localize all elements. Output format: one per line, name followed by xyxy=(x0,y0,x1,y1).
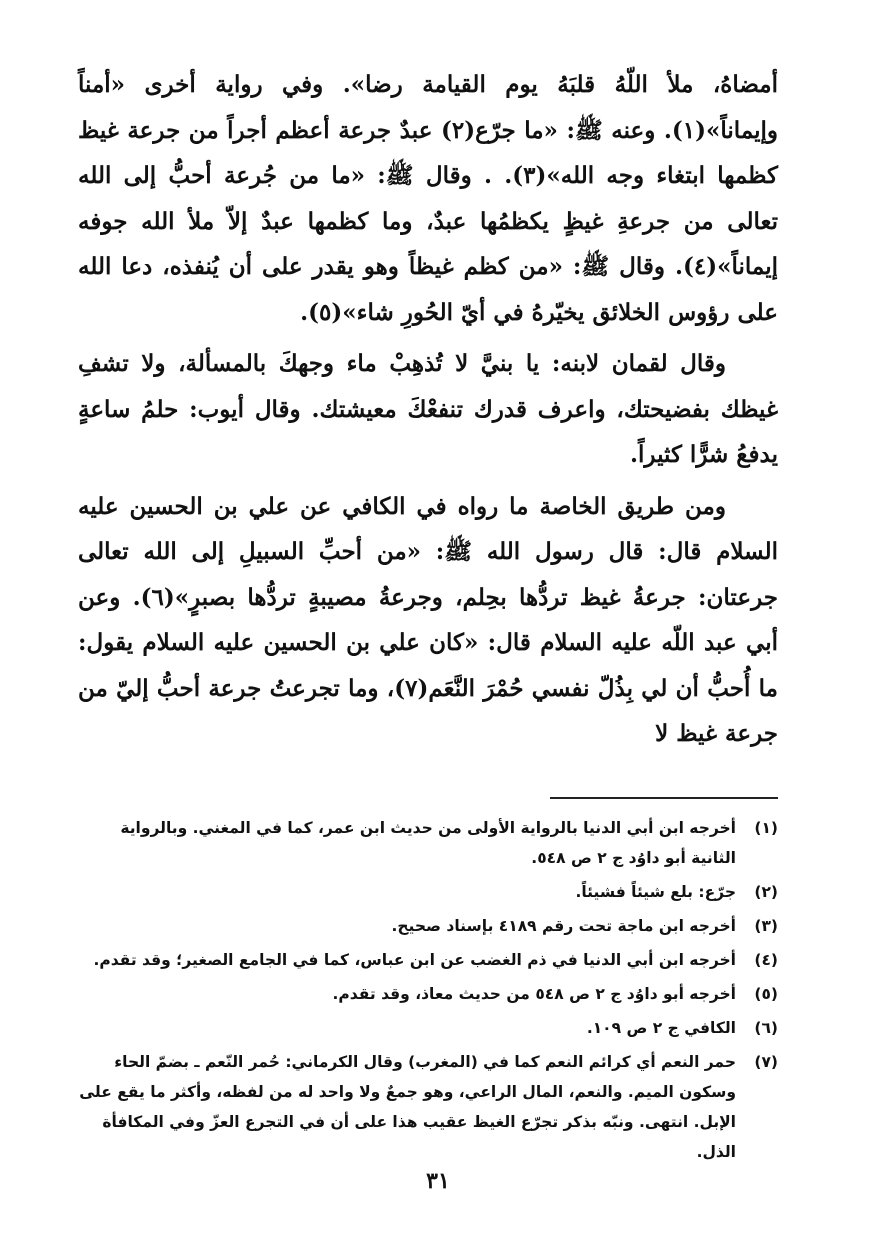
footnote-number: (١) xyxy=(754,818,778,837)
footnote-text: الكافي ج ٢ ص ١٠٩. xyxy=(586,1018,736,1037)
footnote-number: (٦) xyxy=(754,1018,778,1037)
footnote-number: (٥) xyxy=(754,984,778,1003)
footnote-number: (٣) xyxy=(754,916,778,935)
footnote-text: جرّع: بلع شيئاً فشيئاً. xyxy=(575,882,736,901)
footnote-7 xyxy=(78,1047,778,1167)
footnote-text: أخرجه أبو داوُد ج ٢ ص ٥٤٨ من حديث معاذ، وقد تقدم. xyxy=(332,984,736,1003)
footnote-text: أخرجه ابن أبي الدنيا بالرواية الأولى من حديث ابن عمر، كما في المغني. وبالرواية الثانية أبو داوُد ج ٢ ص ٥٤٨. xyxy=(120,818,736,867)
footnote-text: حمر النعم أي كرائم النعم كما في (المغرب) وقال الكرماني: حُمر النّعم ـ بضمّ الحاء وسكون الميم. والنعم، المال الراعي، وهو جمعٌ ولا واحد له من لفظه، وأكثر ما يقع على الإبل. انتهى. ونبّه بذكر تجرّع الغيظ عقيب هذا على أن في التجرع العزّ وفي المكافأة الذل. xyxy=(79,1052,736,1161)
footnote-6 xyxy=(78,1013,778,1043)
footnote-5 xyxy=(78,979,778,1009)
footnote-1 xyxy=(78,813,778,873)
footnote-divider xyxy=(550,797,778,799)
footnote-4 xyxy=(78,945,778,975)
main-text xyxy=(78,62,778,757)
footnote-3 xyxy=(78,911,778,941)
footnotes xyxy=(78,813,778,1167)
footnote-2 xyxy=(78,877,778,907)
paragraph-3: ومن طريق الخاصة ما رواه في الكافي عن علي بن الحسين عليه السلام قال: قال رسول الله ﷺ: «من أحبِّ السبيلِ إلى الله تعالى جرعتان: جرعةُ غيظ تردُّها بحِلم، وجرعةُ مصيبةٍ تردُّها بصبرٍ»(٦). وعن أبي عبد اللّه عليه السلام قال: «كان علي بن الحسين عليه السلام يقول: ما أُحبُّ أن لي بِذُلّ نفسي حُمْرَ النَّعَم(٧)، وما تجرعتُ جرعة أحبُّ إليّ من جرعة غيظ لا xyxy=(78,492,778,747)
footnote-text: أخرجه ابن أبي الدنيا في ذم الغضب عن ابن عباس، كما في الجامع الصغير؛ وقد تقدم. xyxy=(93,950,736,969)
paragraph-1: أمضاهُ، ملأ اللّهُ قلبَهُ يوم القيامة رضا». وفي رواية أخرى «أمناً وإيماناً»(١). وعنه ﷺ: «ما جرّع(٢) عبدٌ جرعة أعظم أجراً من جرعة غيظ كظمها ابتغاء وجه الله»(٣). . وقال ﷺ: «ما من جُرعة أحبُّ إلى الله تعالى من جرعةِ غيظٍ يكظمُها عبدٌ، وما كظمها عبدٌ إلاّ ملأ الله جوفه إيماناً»(٤). وقال ﷺ: «من كظم غيظاً وهو يقدر على أن يُنفذه، دعا الله على رؤوس الخلائق يخيّرهُ في أيّ الحُورِ شاء»(٥). xyxy=(78,71,779,326)
paragraph-2: وقال لقمان لابنه: يا بنيَّ لا تُذهِبْ ماء وجهكَ بالمسألة، ولا تشفِ غيظك بفضيحتك، واعرف قدرك تنفعْكَ معيشتك. وقال أيوب: حلمُ ساعةٍ يدفعُ شرًّا كثيراً. xyxy=(78,350,778,468)
footnote-number: (٤) xyxy=(754,950,778,969)
footnote-number: (٧) xyxy=(754,1052,778,1071)
page-number: ٣١ xyxy=(426,1168,450,1194)
footnote-number: (٢) xyxy=(754,882,778,901)
footnote-text: أخرجه ابن ماجة تحت رقم ٤١٨٩ بإسناد صحيح. xyxy=(391,916,736,935)
